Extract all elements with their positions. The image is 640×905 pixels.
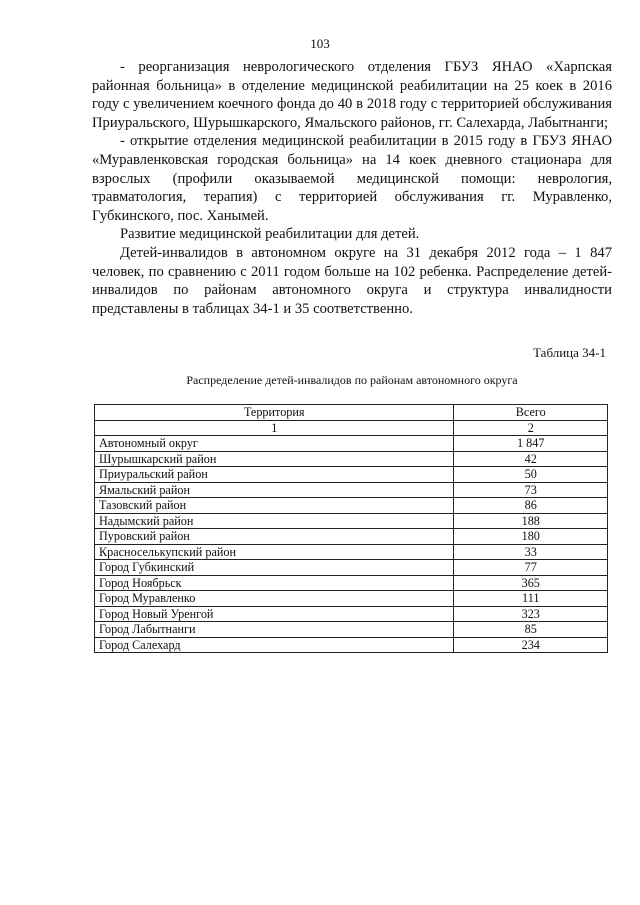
territory-cell: Город Новый Уренгой	[95, 606, 454, 622]
table-row	[95, 513, 608, 529]
territory-cell: Пуровский район	[95, 529, 454, 545]
table-row	[95, 529, 608, 545]
territory-cell: Город Муравленко	[95, 591, 454, 607]
column-number-1: 1	[95, 420, 454, 436]
territory-cell: Город Губкинский	[95, 560, 454, 576]
table-row	[95, 451, 608, 467]
table-row	[95, 544, 608, 560]
table-column-number-row	[95, 420, 608, 436]
total-cell: 42	[454, 451, 608, 467]
total-cell: 111	[454, 591, 608, 607]
territory-cell: Приуральский район	[95, 467, 454, 483]
total-cell: 86	[454, 498, 608, 514]
total-cell: 234	[454, 637, 608, 653]
total-cell: 180	[454, 529, 608, 545]
territory-cell: Шурышкарский район	[95, 451, 454, 467]
total-cell: 33	[454, 544, 608, 560]
territory-cell: Город Лабытнанги	[95, 622, 454, 638]
territory-cell: Тазовский район	[95, 498, 454, 514]
total-cell: 323	[454, 606, 608, 622]
page-number: 103	[310, 36, 330, 51]
paragraph-reorganization: - реорганизация неврологического отделения ГБУЗ ЯНАО «Харпская районная больница» в отделение медицинской реабилитации на 25 коек в 2016 году с увеличением коечного фонда до 40 в 2018 году с территорией обслуживания Приуральского, Шурышкарского, Ямальского районов, гг. Салехарда, Лабытнанги;	[92, 59, 612, 131]
total-cell: 77	[454, 560, 608, 576]
table-caption: Распределение детей-инвалидов по районам автономного округа	[186, 373, 518, 387]
table-row	[95, 575, 608, 591]
total-cell: 365	[454, 575, 608, 591]
territory-cell: Автономный округ	[95, 436, 454, 452]
paragraph-opening: - открытие отделения медицинской реабилитации в 2015 году в ГБУЗ ЯНАО «Муравленковская городская больница» на 14 коек дневного стационара для взрослых (профили оказываемой медицинской помощи: неврология, травматология, терапия) с территорией обслуживания гг. Муравленко, Губкинского, пос. Ханымей.	[92, 133, 612, 224]
table-row	[95, 436, 608, 452]
territory-cell: Ямальский район	[95, 482, 454, 498]
territory-cell: Город Салехард	[95, 637, 454, 653]
total-cell: 1 847	[454, 436, 608, 452]
table-row	[95, 482, 608, 498]
total-cell: 85	[454, 622, 608, 638]
table-row	[95, 637, 608, 653]
total-cell: 73	[454, 482, 608, 498]
territory-cell: Красноселькупский район	[95, 544, 454, 560]
table-label: Таблица 34-1	[533, 345, 606, 360]
table-row	[95, 560, 608, 576]
table-row	[95, 606, 608, 622]
total-cell: 188	[454, 513, 608, 529]
table-row	[95, 622, 608, 638]
header-territory: Территория	[95, 405, 454, 421]
table-row	[95, 498, 608, 514]
table-row	[95, 591, 608, 607]
table-header-row	[95, 405, 608, 421]
paragraph-children-heading: Развитие медицинской реабилитации для детей.	[120, 226, 420, 243]
body-text	[92, 58, 612, 318]
column-number-2: 2	[454, 420, 608, 436]
data-table	[94, 404, 608, 653]
header-total: Всего	[454, 405, 608, 421]
territory-cell: Город Ноябрьск	[95, 575, 454, 591]
territory-cell: Надымский район	[95, 513, 454, 529]
table-row	[95, 467, 608, 483]
total-cell: 50	[454, 467, 608, 483]
paragraph-disabled-children: Детей-инвалидов в автономном округе на 31 декабря 2012 года – 1 847 человек, по сравнению с 2011 годом больше на 102 ребенка. Распределение детей-инвалидов по районам автономного округа и структура инвалидности представлены в таблицах 34-1 и 35 соответственно.	[92, 244, 612, 317]
